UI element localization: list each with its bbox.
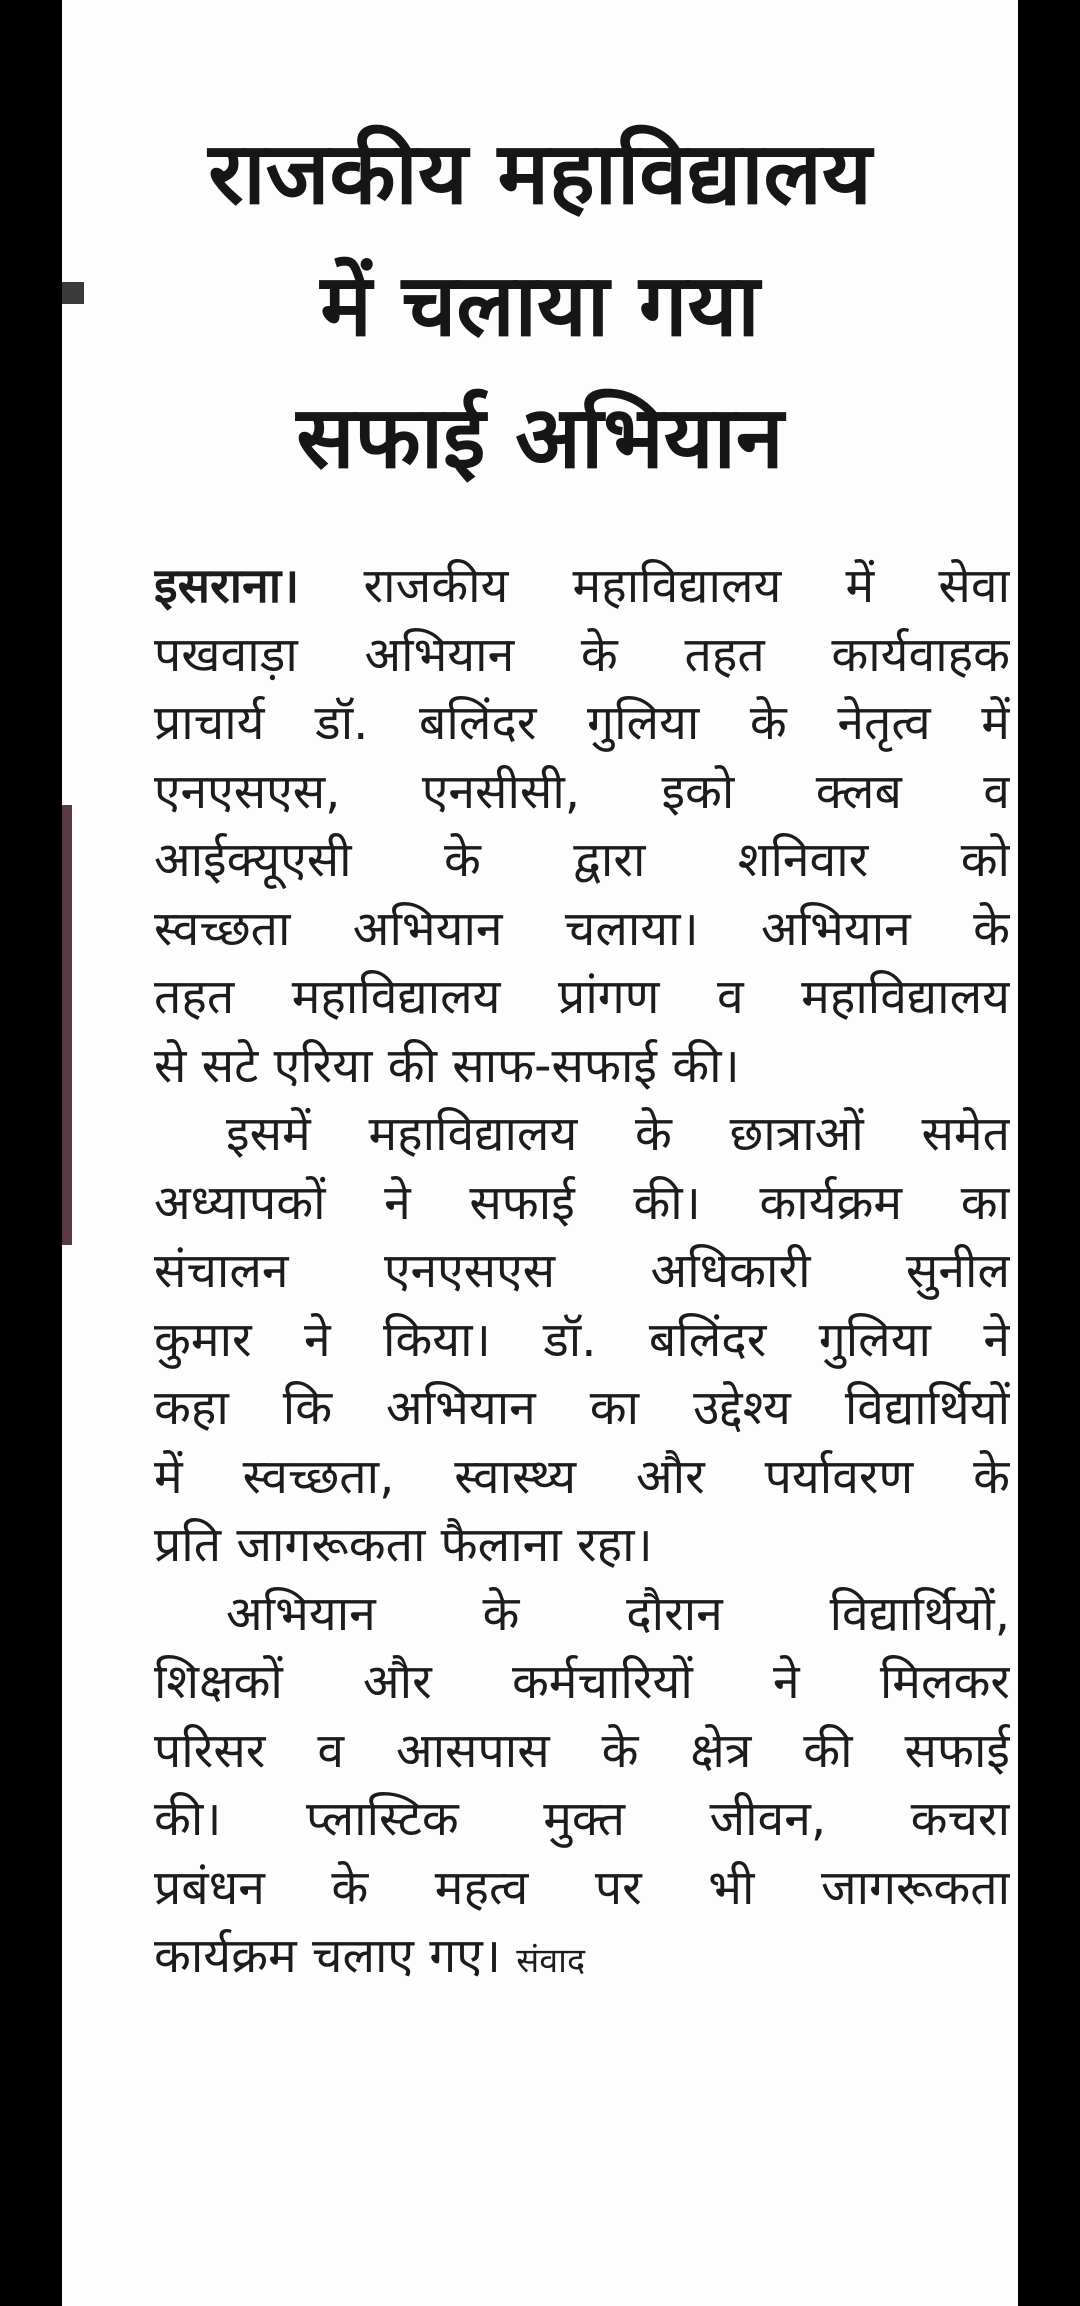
- article-line: [154, 552, 1010, 621]
- article-headline: [62, 108, 1018, 504]
- clipping-edge-strip: [62, 805, 72, 1245]
- article-line: आईक्यूएसी के द्वारा शनिवार को: [154, 832, 1010, 888]
- article-line-text: राजकीय महाविद्यालय में सेवा: [299, 558, 1010, 614]
- article-line: परिसर व आसपास के क्षेत्र की सफाई: [154, 1722, 1010, 1779]
- article-line: पखवाड़ा अभियान के तहत कार्यवाहक: [154, 626, 1010, 683]
- newspaper-clipping: [62, 0, 1018, 2306]
- article-line: कुमार ने किया। डॉ. बलिंदर गुलिया ने: [154, 1311, 1010, 1368]
- article-line: तहत महाविद्यालय प्रांगण व महाविद्यालय: [154, 969, 1010, 1025]
- article-line: में स्वच्छता, स्वास्थ्य और पर्यावरण के: [154, 1448, 1010, 1505]
- article-credit: संवाद: [516, 1941, 585, 1981]
- article-line: कहा कि अभियान का उद्देश्य विद्यार्थियों: [154, 1380, 1010, 1436]
- article-line: अभियान के दौरान विद्यार्थियों,: [226, 1585, 1010, 1642]
- article-line: इसमें महाविद्यालय के छात्राओं समेत: [226, 1106, 1010, 1162]
- clipping-edge-mark: [62, 282, 84, 304]
- article-line-text: कार्यक्रम चलाए गए।: [154, 1928, 501, 1984]
- article-line: प्रति जागरूकता फैलाना रहा।: [154, 1517, 653, 1573]
- headline-line: में चलाया गया: [320, 256, 760, 356]
- headline-line: सफाई अभियान: [296, 388, 784, 488]
- article-line: संचालन एनएसएस अधिकारी सुनील: [154, 1243, 1010, 1299]
- article-line: स्वच्छता अभियान चलाया। अभियान के: [154, 900, 1010, 957]
- article-dateline: इसराना।: [154, 558, 300, 614]
- article-line: प्राचार्य डॉ. बलिंदर गुलिया के नेतृत्व में: [154, 695, 1010, 751]
- article-line: से सटे एरिया की साफ-सफाई की।: [154, 1037, 740, 1094]
- headline-line: राजकीय महाविद्यालय: [208, 124, 872, 224]
- article-line: [154, 1922, 1010, 1991]
- article-line: की। प्लास्टिक मुक्त जीवन, कचरा: [154, 1791, 1010, 1847]
- article-body: [154, 552, 1010, 1991]
- article-line: अध्यापकों ने सफाई की। कार्यक्रम का: [154, 1174, 1010, 1231]
- article-line: शिक्षकों और कर्मचारियों ने मिलकर: [154, 1654, 1010, 1710]
- article-line: एनएसएस, एनसीसी, इको क्लब व: [154, 763, 1010, 820]
- article-line: प्रबंधन के महत्व पर भी जागरूकता: [154, 1859, 1010, 1916]
